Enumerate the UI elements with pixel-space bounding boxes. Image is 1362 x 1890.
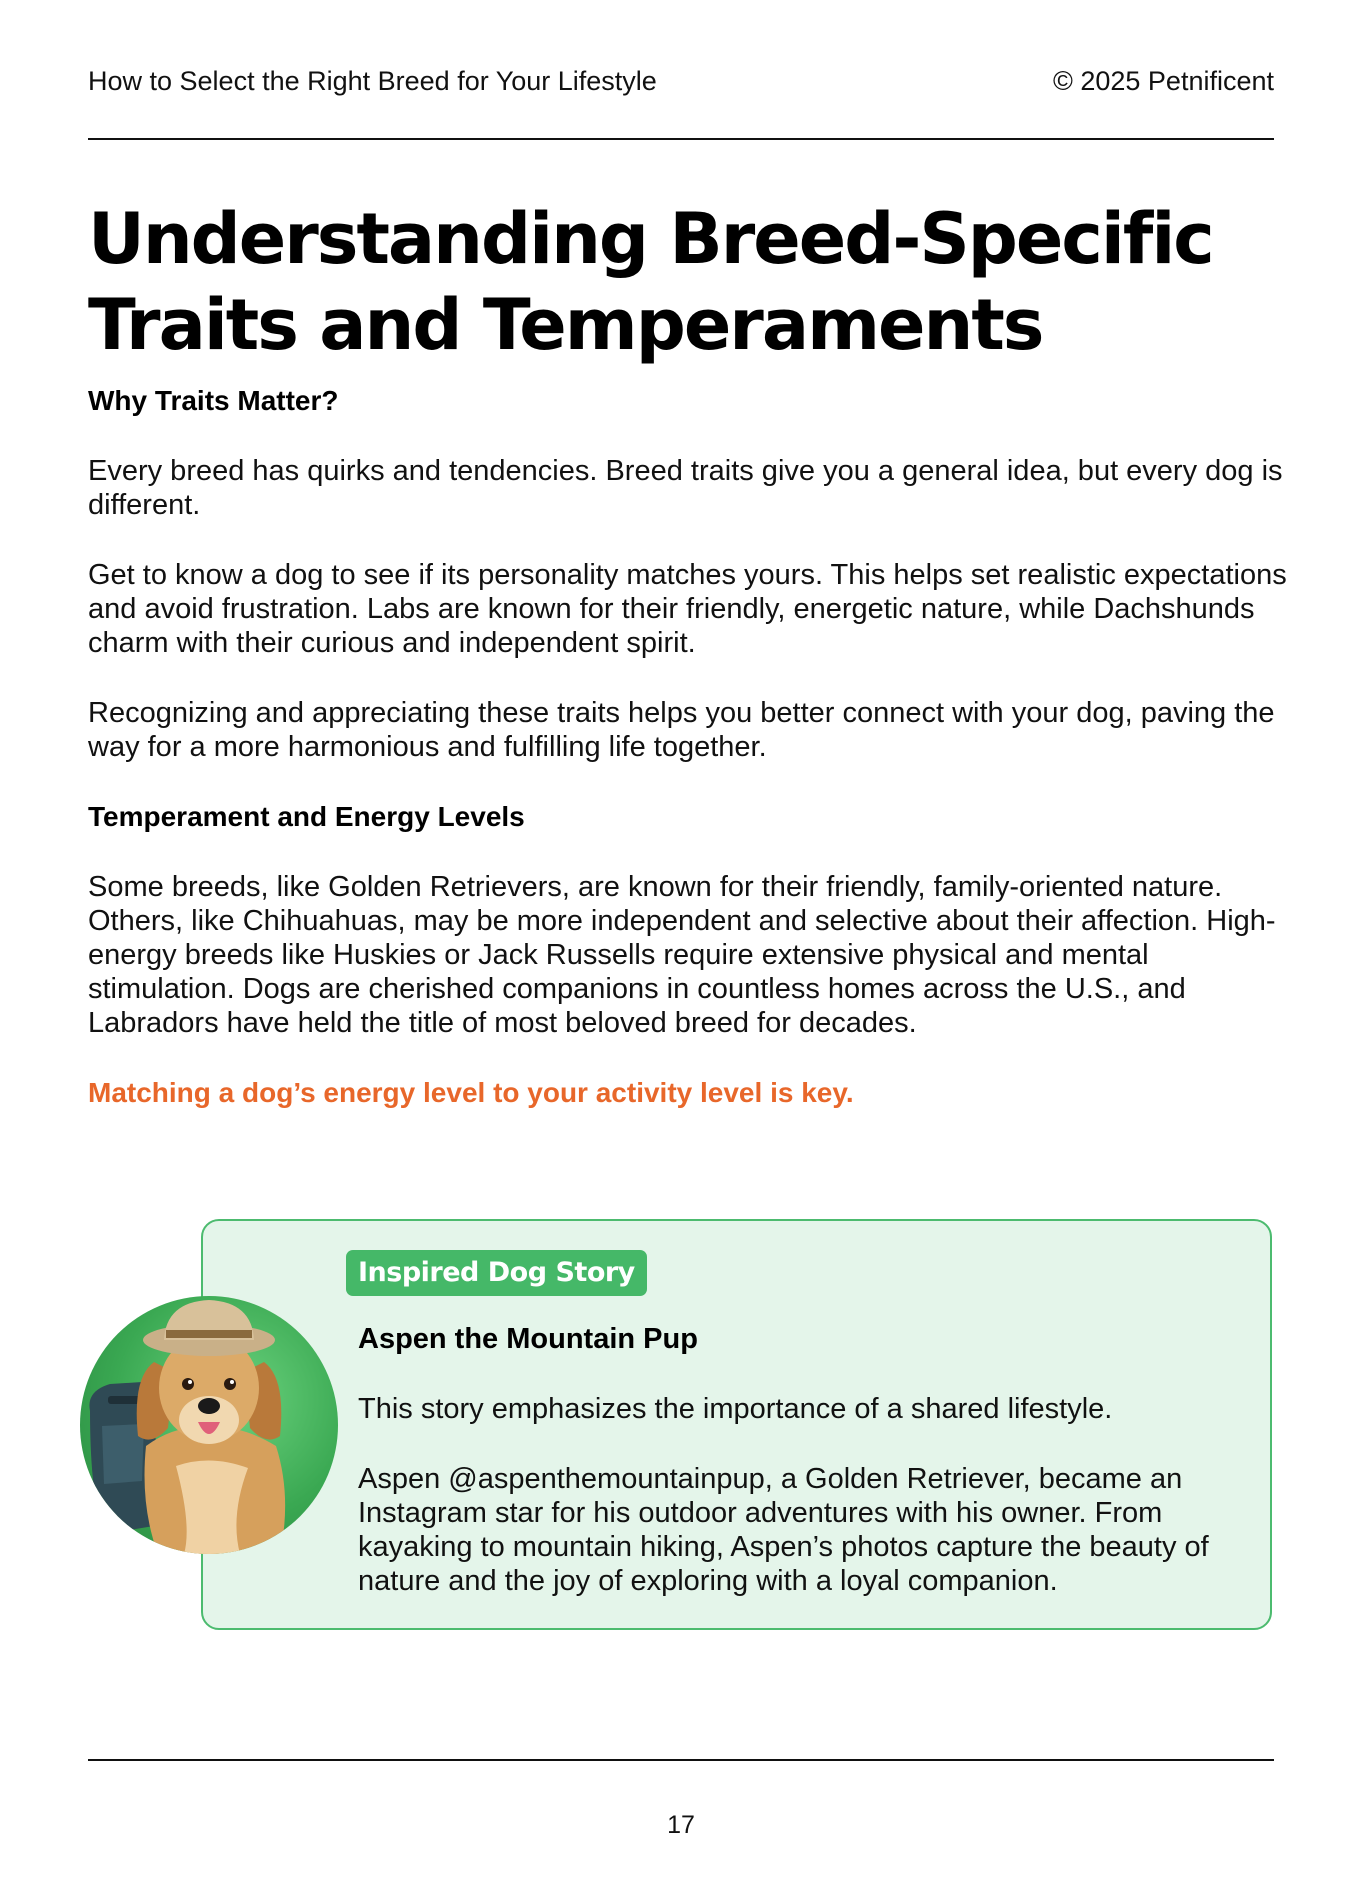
header-divider	[88, 138, 1274, 140]
section-heading-traits: Why Traits Matter?	[88, 385, 339, 416]
story-title: Aspen the Mountain Pup	[358, 1323, 698, 1355]
highlight-callout: Matching a dog’s energy level to your activity level is key.	[88, 1077, 854, 1108]
running-header-title: How to Select the Right Breed for Your Lifestyle	[88, 66, 657, 96]
story-content	[358, 1322, 1268, 1598]
running-header-copyright: © 2025 Petnificent	[1052, 66, 1274, 96]
story-paragraph: This story emphasizes the importance of a shared lifestyle.	[358, 1393, 1113, 1425]
footer-divider	[88, 1759, 1274, 1761]
page-number: 17	[667, 1811, 695, 1839]
story-badge: Inspired Dog Story	[346, 1250, 647, 1296]
paragraph: Recognizing and appreciating these traits helps you better connect with your dog, paving the way for a more harmonious and fulfilling life together.	[88, 697, 1275, 763]
section-heading-temperament: Temperament and Energy Levels	[88, 801, 525, 832]
paragraph: Every breed has quirks and tendencies. Breed traits give you a general idea, but every dog is different.	[88, 455, 1283, 521]
page-title: Understanding Breed-Specific Traits and Temperaments	[88, 198, 1213, 366]
paragraph: Some breeds, like Golden Retrievers, are known for their friendly, family-oriented nature. Others, like Chihuahuas, may be more independent and selective about their affection. High-energy breeds like Huskies or Jack Russells require extensive physical and mental stimulation. Dogs are cherished companions in countless homes across the U.S., and Labradors have held the title of most beloved breed for decades.	[88, 871, 1276, 1039]
golden-retriever-illustration	[80, 1296, 338, 1554]
story-paragraph: Aspen @aspenthemountainpup, a Golden Retriever, became an Instagram star for his outdoor adventures with his owner. From kayaking to mountain hiking, Aspen’s photos capture the beauty of nature and the joy of exploring with a loyal companion.	[358, 1463, 1209, 1597]
main-content	[88, 384, 1288, 1110]
dog-photo	[80, 1296, 338, 1554]
paragraph: Get to know a dog to see if its personality matches yours. This helps set realistic expectations and avoid frustration. Labs are known for their friendly, energetic nature, while Dachshunds charm with their curious and independent spirit.	[88, 559, 1287, 659]
